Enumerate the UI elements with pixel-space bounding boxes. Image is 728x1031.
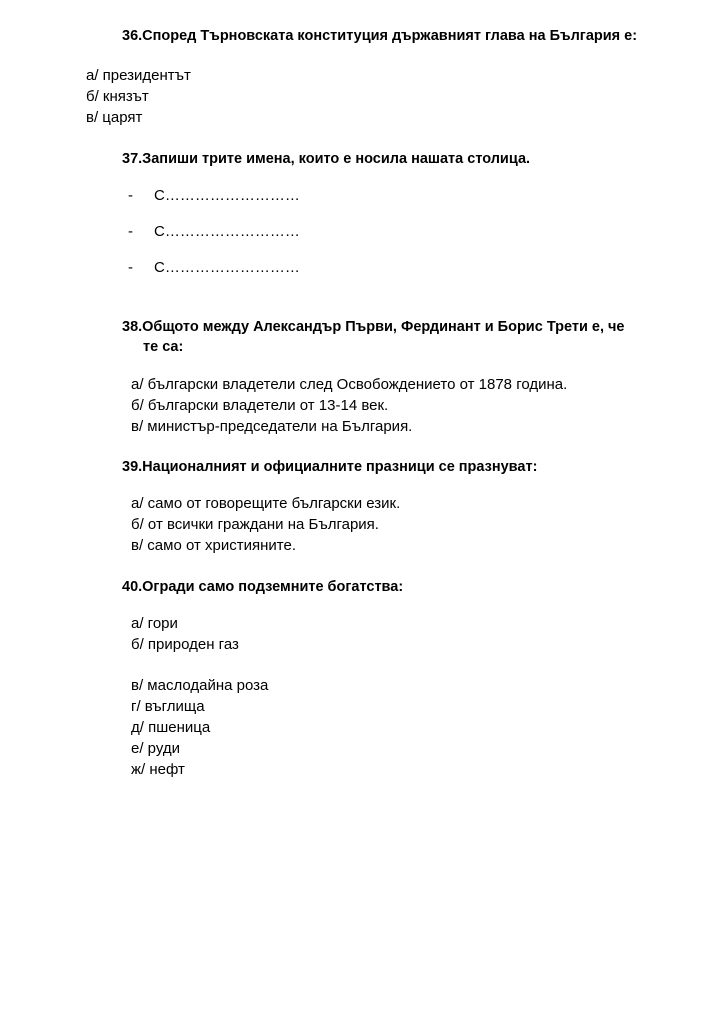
q37-blank-3 [128, 258, 300, 278]
q40-option-d: г/ въглища [131, 698, 205, 715]
blank-line: С……………………… [154, 223, 300, 240]
list-dash: - [128, 223, 133, 240]
q40-option-g: ж/ нефт [131, 761, 185, 778]
q38-option-a: а/ български владетели след Освобождението от 1878 година. [131, 376, 568, 393]
q36-option-b: б/ князът [86, 88, 149, 105]
q37-blank-2 [128, 222, 300, 242]
question-40-title: 40.Огради само подземните богатства: [122, 579, 404, 595]
list-dash: - [128, 187, 133, 204]
q39-option-b: б/ от всички граждани на България. [131, 516, 379, 533]
question-36-title: 36.Според Търновската конституция държавният глава на България е: [122, 28, 638, 44]
blank-line: С……………………… [154, 259, 300, 276]
q40-option-c: в/ маслодайна роза [131, 677, 269, 694]
q40-option-f: е/ руди [131, 740, 180, 757]
q40-option-e: д/ пшеница [131, 719, 211, 736]
question-38-title-line1: 38.Общото между Александър Първи, Фердинант и Борис Трети е, че [122, 319, 625, 335]
question-37-title: 37.Запиши трите имена, които е носила нашата столица. [122, 151, 531, 167]
q39-option-c: в/ само от християните. [131, 537, 296, 554]
q40-option-b: б/ природен газ [131, 636, 239, 653]
q38-option-b: б/ български владетели от 13-14 век. [131, 397, 389, 414]
q37-blank-1 [128, 186, 300, 206]
list-dash: - [128, 259, 133, 276]
q36-option-a: а/ президентът [86, 67, 191, 84]
q36-option-c: в/ царят [86, 109, 143, 126]
blank-line: С……………………… [154, 187, 300, 204]
question-39-title: 39.Националният и официалните празници се празнуват: [122, 459, 538, 475]
q38-option-c: в/ министър-председатели на България. [131, 418, 413, 435]
question-38-title-line2: те са: [143, 339, 184, 355]
q40-option-a: а/ гори [131, 615, 178, 632]
q39-option-a: а/ само от говорещите български език. [131, 495, 401, 512]
